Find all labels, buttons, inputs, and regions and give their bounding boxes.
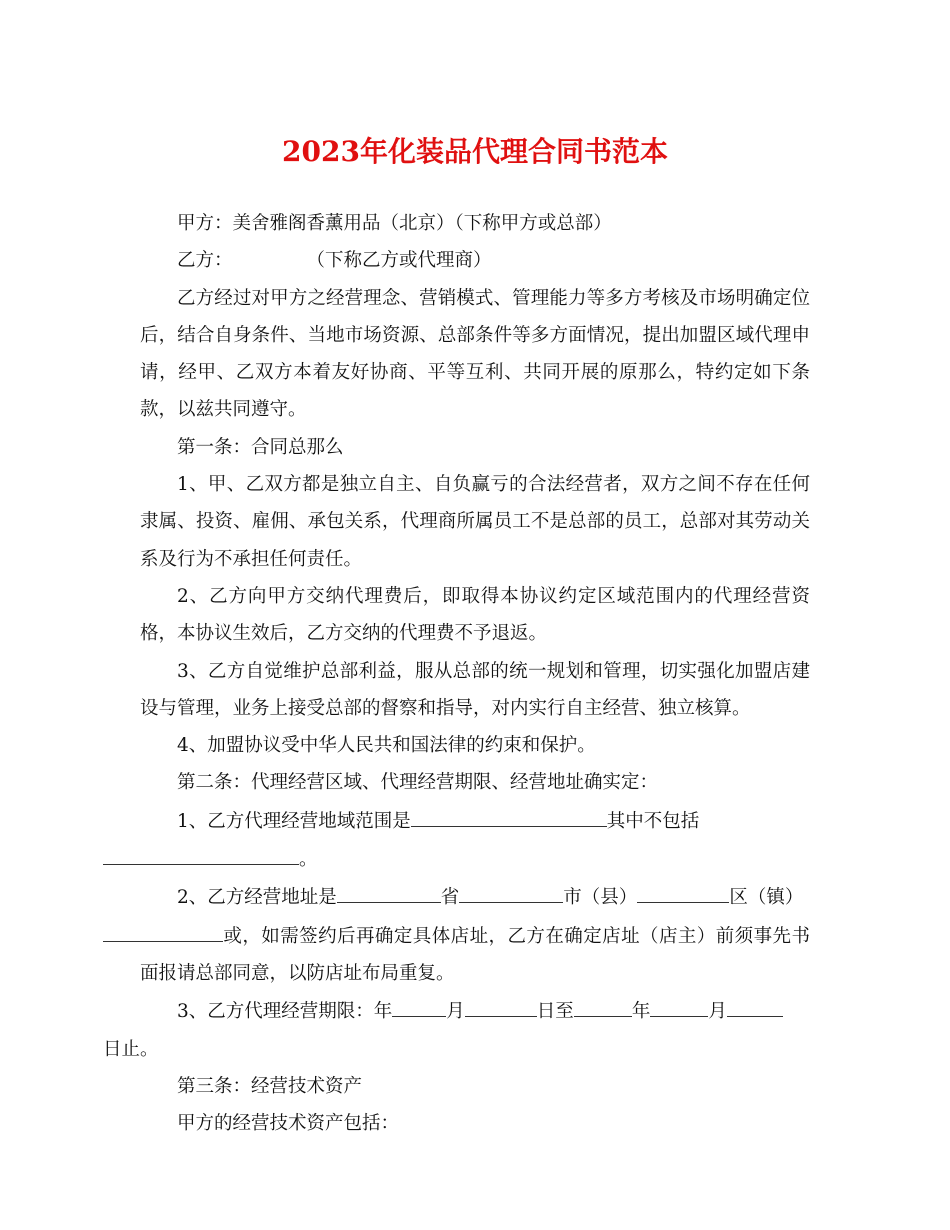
party-a-line: 甲方：美舍雅阁香薰用品（北京）（下称甲方或总部） [177,213,612,234]
start-year-blank[interactable] [392,992,446,1017]
party-b-label: 乙方： [177,250,233,272]
party-b-line [140,242,810,279]
region-blank[interactable] [411,802,607,827]
end-month-blank[interactable] [650,992,708,1017]
article1-item-4: 4、加盟协议受中华人民共和国法律的约束和保护。 [177,735,596,757]
article1-heading: 第一条：合同总那么 [177,436,344,458]
article3-heading: 第三条：经营技术资产 [177,1075,363,1097]
party-b-note: （下称乙方或代理商） [306,250,492,272]
article2-item-3: 3、乙方代理经营期限：年 月 日至 年 月 日止。 [140,992,810,1068]
excluded-region-blank[interactable] [103,840,299,865]
start-month-blank[interactable] [465,992,537,1017]
province-blank[interactable] [337,878,441,903]
document-body [103,205,810,1142]
article1-item-3: 3、乙方自觉维护总部利益，服从总部的统一规划和管理，切实强化加盟店建设与管理，业务上接受总部的督察和指导，对内实行自主经营、独立核算。 [140,660,810,719]
intro-paragraph: 乙方经过对甲方之经营理念、营销模式、管理能力等多方考核及市场明确定位后，结合自身条件、当地市场资源、总部条件等多方面情况，提出加盟区域代理申请，经甲、乙双方本着友好协商、平等互利、共同开展的原那么，特约定如下条款，以兹共同遵守。 [140,287,810,421]
article1-item-1: 1、甲、乙双方都是独立自主、自负赢亏的合法经营者，双方之间不存在任何隶属、投资、雇佣、承包关系，代理商所属员工不是总部的员工，总部对其劳动关系及行为不承担任何责任。 [140,474,810,570]
district-blank[interactable] [637,878,729,903]
city-blank[interactable] [459,878,563,903]
article2-heading: 第二条：代理经营区域、代理经营期限、经营地址确实定： [177,772,659,794]
article2-item-2: 2、乙方经营地址是 省 市（县） 区（镇） 或，如需签约后再确定具体店址，乙方在确定店址（店主）前须事先书面报请总部同意，以防店址布局重复。 [140,878,810,992]
article1-item-2: 2、乙方向甲方交纳代理费后，即取得本协议约定区域范围内的代理经营资格，本协议生效后，乙方交纳的代理费不予退返。 [140,585,810,645]
article2-item-1: 1、乙方代理经营地域范围是 其中不包括 。 [140,802,810,879]
end-day-blank[interactable] [727,992,783,1017]
end-year-blank[interactable] [574,992,632,1017]
document-title: 2023年化装品代理合同书范本 [282,135,668,168]
article3-line-1: 甲方的经营技术资产包括： [177,1113,400,1135]
address-blank[interactable] [103,917,223,942]
